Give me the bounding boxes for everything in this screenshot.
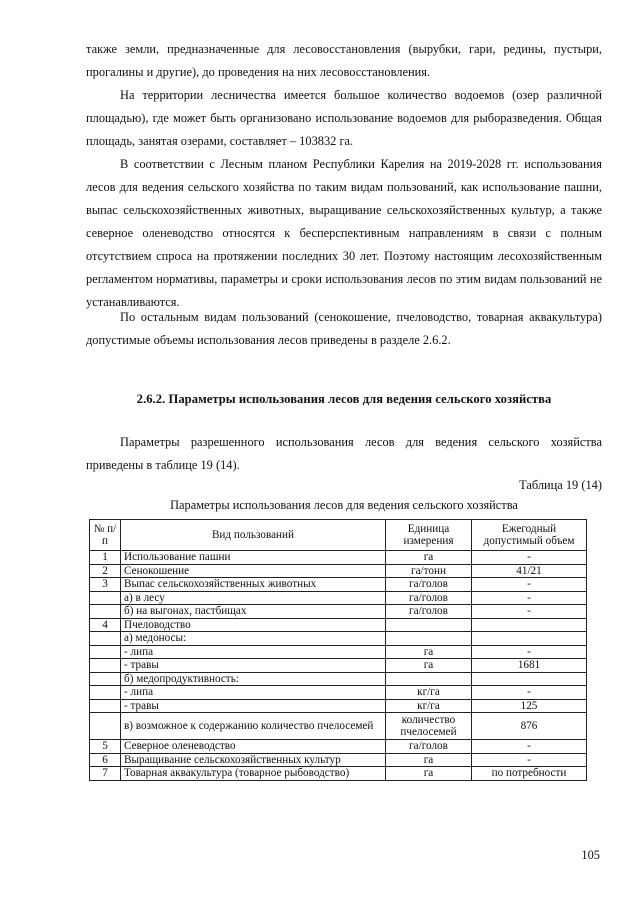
row-unit: кг/га [386,699,472,713]
row-type: б) на выгонах, пастбищах [121,605,386,619]
row-num [90,699,121,713]
row-unit: га/голов [386,605,472,619]
row-num [90,645,121,659]
row-num [90,632,121,646]
row-unit: га/тонн [386,564,472,578]
row-type: в) возможное к содержанию количество пчелосемей [121,713,386,740]
paragraph-table-intro: Параметры разрешенного использования лесов для ведения сельского хозяйства приведены в таблице 19 (14). [86,435,602,472]
paragraph-other-uses: По остальным видам пользований (сенокошение, пчеловодство, товарная аквакультура) допустимые объемы использования лесов приведены в разделе 2.6.2. [86,310,602,347]
row-type: Северное оленеводство [121,740,386,754]
header-type: Вид пользований [121,520,386,551]
row-type: Пчеловодство [121,618,386,632]
section-heading: 2.6.2. Параметры использования лесов для ведения сельского хозяйства [136,392,552,406]
table-row [90,699,587,713]
row-unit: га/голов [386,740,472,754]
page-number: 105 [581,848,600,862]
row-num: 1 [90,551,121,565]
row-type: - травы [121,659,386,673]
row-volume: - [472,753,587,767]
row-num: 2 [90,564,121,578]
row-type: - травы [121,699,386,713]
table-row [90,659,587,673]
row-volume: 41/21 [472,564,587,578]
row-volume [472,618,587,632]
row-type: Выращивание сельскохозяйственных культур [121,753,386,767]
table-row [90,713,587,740]
row-unit: га [386,645,472,659]
row-volume: - [472,591,587,605]
table-row [90,618,587,632]
header-num: № п/п [90,520,121,551]
row-type: б) медопродуктивность: [121,672,386,686]
table-row [90,767,587,781]
row-volume [472,672,587,686]
row-unit: га [386,551,472,565]
row-type: а) медоносы: [121,632,386,646]
row-type: - липа [121,645,386,659]
row-volume: по потребности [472,767,587,781]
row-type: Использование пашни [121,551,386,565]
row-num [90,659,121,673]
row-num [90,591,121,605]
row-type: - липа [121,686,386,700]
row-volume: - [472,605,587,619]
table-header-row [90,520,587,551]
row-unit: га [386,767,472,781]
table-label: Таблица 19 (14) [519,478,602,492]
paragraph-land-restoration: также земли, предназначенные для лесовосстановления (вырубки, гари, редины, пустыри, прогалины и другие), до проведения на них лесовосстановления. [86,42,602,79]
row-num: 5 [90,740,121,754]
row-num: 6 [90,753,121,767]
table-row [90,686,587,700]
header-unit: Единица измерения [386,520,472,551]
table-row [90,645,587,659]
row-volume: - [472,551,587,565]
row-unit [386,672,472,686]
paragraph-water-bodies: На территории лесничества имеется большое количество водоемов (озер различной площадью), где может быть организовано использование водоемов для рыборазведения. Общая площадь, занятая озерами, составляет – 103832 га. [86,88,602,148]
table-row [90,632,587,646]
row-num: 3 [90,578,121,592]
row-unit: количество пчелосемей [386,713,472,740]
row-num: 7 [90,767,121,781]
table-row [90,672,587,686]
table-row [90,591,587,605]
row-type: а) в лесу [121,591,386,605]
row-unit: га [386,753,472,767]
row-unit [386,632,472,646]
row-num [90,672,121,686]
row-unit: га [386,659,472,673]
table-row [90,578,587,592]
paragraph-forest-plan: В соответствии с Лесным планом Республики Карелия на 2019-2028 гг. использования лесов для ведения сельского хозяйства по таким видам пользований, как использование пашни, выпас сельскохозяйственных животных, выращивание сельскохозяйственных культур, а также северное оленеводство относятся к бесперспективным направлениям в связи с полным отсутствием спроса на протяжении последних 30 лет. Поэтому настоящим лесохозяйственным регламентом нормативы, параметры и сроки использования лесов по этим видам пользований не устанавливаются. [86,157,602,309]
row-volume: - [472,645,587,659]
row-unit: кг/га [386,686,472,700]
row-volume [472,632,587,646]
row-volume: - [472,740,587,754]
table-row [90,740,587,754]
row-num: 4 [90,618,121,632]
row-volume: 876 [472,713,587,740]
row-volume: 1681 [472,659,587,673]
row-unit [386,618,472,632]
row-type: Товарная аквакультура (товарное рыбоводство) [121,767,386,781]
row-num [90,713,121,740]
table-row [90,753,587,767]
row-unit: га/голов [386,578,472,592]
row-type: Сенокошение [121,564,386,578]
table-row [90,605,587,619]
table-row [90,564,587,578]
row-volume: 125 [472,699,587,713]
row-unit: га/голов [386,591,472,605]
row-volume: - [472,686,587,700]
row-num [90,686,121,700]
header-volume: Ежегодный допустимый объем [472,520,587,551]
table-caption: Параметры использования лесов для ведения сельского хозяйства [170,498,518,512]
row-type: Выпас сельскохозяйственных животных [121,578,386,592]
row-num [90,605,121,619]
row-volume: - [472,578,587,592]
parameters-table [89,519,587,781]
table-row [90,551,587,565]
